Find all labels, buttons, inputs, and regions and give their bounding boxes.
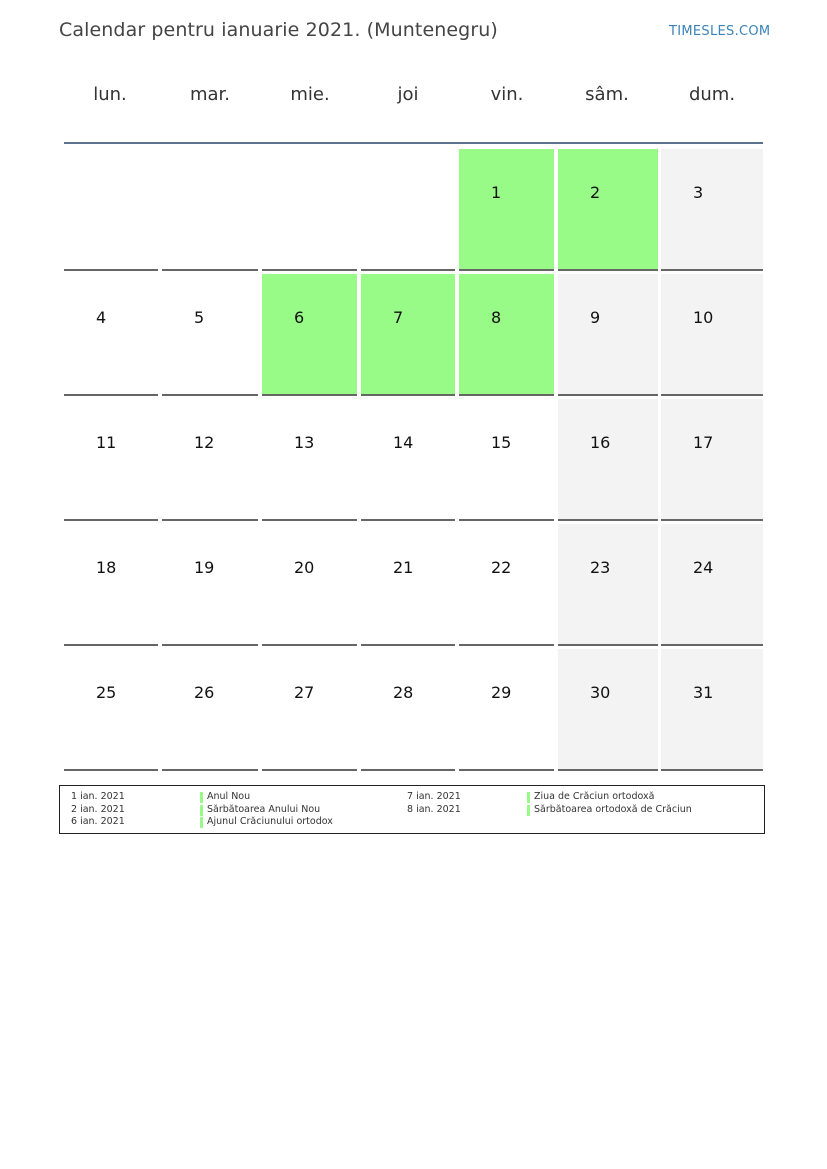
weekday-fri: vin. xyxy=(490,84,524,105)
day-cell xyxy=(262,524,357,646)
day-number: 29 xyxy=(491,683,512,702)
legend-date: 2 ian. 2021 xyxy=(71,804,125,815)
weekend-day-cell xyxy=(661,524,763,646)
day-cell xyxy=(162,399,258,521)
day-number: 16 xyxy=(590,433,611,452)
holiday-day-cell xyxy=(361,274,455,396)
header-divider xyxy=(64,142,763,144)
brand-link[interactable]: TIMESLES.COM xyxy=(669,24,771,39)
empty-day-cell xyxy=(64,149,158,271)
legend-holiday-name: Anul Nou xyxy=(207,791,251,802)
day-number: 20 xyxy=(294,558,315,577)
day-number: 3 xyxy=(693,183,704,202)
day-number: 11 xyxy=(96,433,117,452)
weekday-wed: mie. xyxy=(290,84,330,105)
legend-date: 1 ian. 2021 xyxy=(71,791,125,802)
day-number: 26 xyxy=(194,683,215,702)
legend-date: 8 ian. 2021 xyxy=(407,804,461,815)
day-number: 1 xyxy=(491,183,502,202)
day-number: 27 xyxy=(294,683,315,702)
day-number: 15 xyxy=(491,433,512,452)
legend-date: 7 ian. 2021 xyxy=(407,791,461,802)
legend-holiday-name: Sărbătoarea ortodoxă de Crăciun xyxy=(534,804,692,815)
holiday-day-cell xyxy=(459,274,554,396)
day-number: 10 xyxy=(693,308,714,327)
day-cell xyxy=(64,524,158,646)
day-number: 17 xyxy=(693,433,714,452)
weekend-day-cell xyxy=(558,274,658,396)
day-number: 6 xyxy=(294,308,305,327)
day-number: 18 xyxy=(96,558,117,577)
weekday-mon: lun. xyxy=(93,84,127,105)
weekday-thu: joi xyxy=(397,84,419,105)
day-number: 31 xyxy=(693,683,714,702)
day-number: 12 xyxy=(194,433,215,452)
weekday-tue: mar. xyxy=(189,84,231,105)
legend-date: 6 ian. 2021 xyxy=(71,816,125,827)
weekend-day-cell xyxy=(558,524,658,646)
day-cell xyxy=(262,399,357,521)
day-number: 23 xyxy=(590,558,611,577)
day-cell xyxy=(64,399,158,521)
holiday-marker xyxy=(200,792,203,803)
page-title: Calendar pentru ianuarie 2021. (Muntenegru) xyxy=(59,19,498,41)
weekend-day-cell xyxy=(661,399,763,521)
legend-holiday-name: Sărbătoarea Anului Nou xyxy=(207,804,321,815)
day-cell xyxy=(262,649,357,771)
holiday-legend xyxy=(59,785,765,834)
day-number: 8 xyxy=(491,308,502,327)
calendar-grid xyxy=(64,149,763,771)
weekend-day-cell xyxy=(661,149,763,271)
holiday-marker xyxy=(200,805,203,816)
holiday-day-cell xyxy=(558,149,658,271)
weekend-day-cell xyxy=(558,649,658,771)
empty-day-cell xyxy=(361,149,455,271)
legend-holiday-name: Ajunul Crăciunului ortodox xyxy=(207,816,333,827)
day-number: 22 xyxy=(491,558,512,577)
day-cell xyxy=(162,649,258,771)
empty-day-cell xyxy=(262,149,357,271)
day-cell xyxy=(459,399,554,521)
day-cell xyxy=(162,524,258,646)
day-number: 28 xyxy=(393,683,414,702)
weekend-day-cell xyxy=(661,274,763,396)
day-number: 30 xyxy=(590,683,611,702)
day-number: 2 xyxy=(590,183,601,202)
day-number: 25 xyxy=(96,683,117,702)
day-cell xyxy=(64,649,158,771)
day-number: 19 xyxy=(194,558,215,577)
holiday-day-cell xyxy=(262,274,357,396)
holiday-marker xyxy=(527,792,530,803)
day-number: 9 xyxy=(590,308,601,327)
weekday-sun: dum. xyxy=(688,84,736,105)
day-number: 7 xyxy=(393,308,404,327)
empty-day-cell xyxy=(162,149,258,271)
day-number: 14 xyxy=(393,433,414,452)
day-cell xyxy=(361,649,455,771)
day-number: 4 xyxy=(96,308,107,327)
day-cell xyxy=(361,524,455,646)
weekend-day-cell xyxy=(558,399,658,521)
day-number: 5 xyxy=(194,308,205,327)
day-number: 24 xyxy=(693,558,714,577)
day-cell xyxy=(459,649,554,771)
weekday-sat: sâm. xyxy=(585,84,629,105)
legend-holiday-name: Ziua de Crăciun ortodoxă xyxy=(534,791,655,802)
weekend-day-cell xyxy=(661,649,763,771)
holiday-marker xyxy=(200,817,203,828)
day-cell xyxy=(459,524,554,646)
day-cell xyxy=(64,274,158,396)
holiday-marker xyxy=(527,805,530,816)
day-cell xyxy=(361,399,455,521)
holiday-day-cell xyxy=(459,149,554,271)
day-number: 21 xyxy=(393,558,414,577)
day-cell xyxy=(162,274,258,396)
day-number: 13 xyxy=(294,433,315,452)
weekday-header-row xyxy=(64,84,763,124)
